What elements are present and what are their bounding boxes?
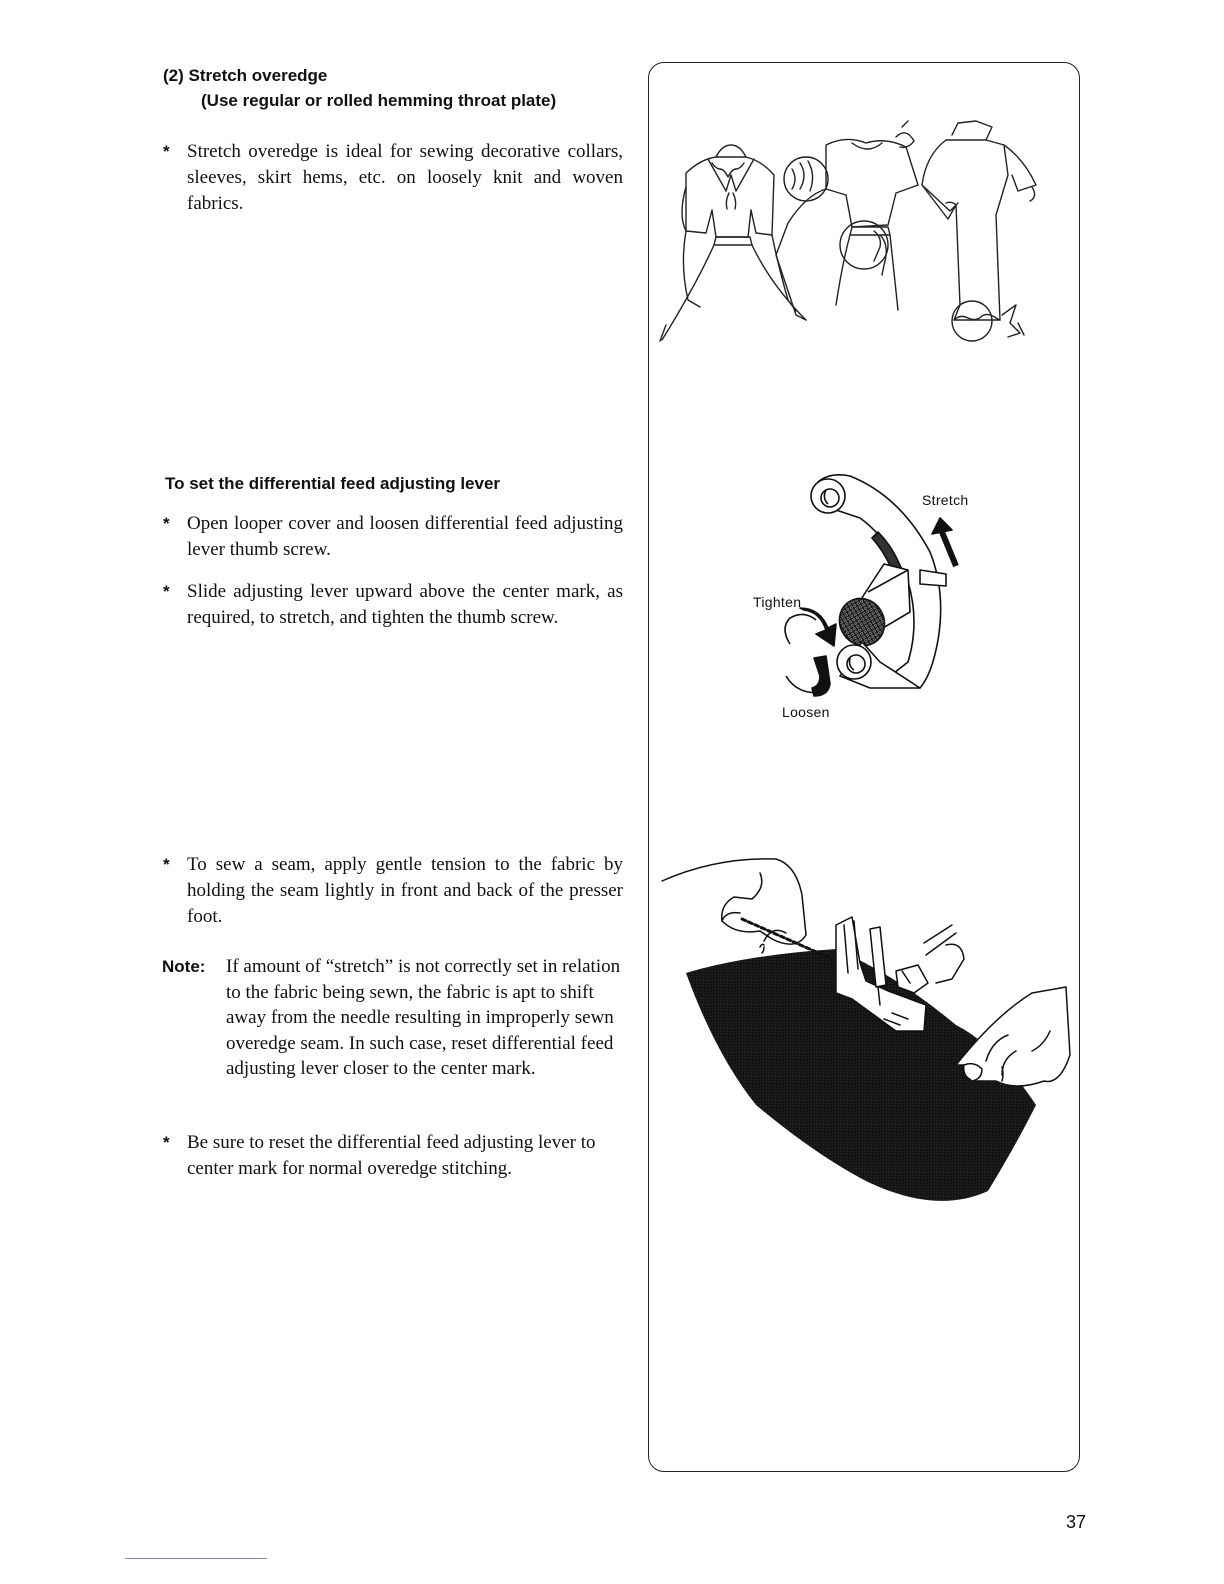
lever-step-1-text: Open looper cover and loosen differential feed adjusting lever thumb screw. — [187, 513, 623, 560]
lever-step-2-text: Slide adjusting lever upward above the center mark, as required, to stretch, and tighten the thumb screw. — [187, 581, 623, 628]
lever-heading: To set the differential feed adjusting lever — [165, 474, 501, 493]
section-subtitle: (Use regular or rolled hemming throat plate) — [201, 91, 557, 110]
bullet-symbol: * — [163, 142, 170, 161]
intro-bullet-text: Stretch overedge is ideal for sewing decorative collars, sleeves, skirt hems, etc. on loosely knit and woven fabrics. — [187, 141, 623, 214]
final-bullet-text: Be sure to reset the differential feed adjusting lever to center mark for normal overedge stitching. — [187, 1132, 596, 1179]
tighten-label: Tighten — [753, 594, 802, 610]
lever-step-1 — [163, 511, 623, 563]
section-title: (2) Stretch overedge — [163, 66, 328, 85]
garment-illustration — [656, 115, 1068, 350]
note-label: Note: — [162, 957, 206, 976]
page-number: 37 — [1066, 1512, 1087, 1532]
stretch-label: Stretch — [922, 492, 969, 508]
lever-step-2 — [163, 579, 623, 631]
bullet-symbol: * — [163, 514, 170, 533]
seam-bullet — [163, 852, 623, 930]
note-block — [162, 954, 622, 1082]
sewing-seam-illustration — [656, 855, 1076, 1215]
bullet-symbol: * — [163, 855, 170, 874]
intro-bullet — [163, 139, 623, 217]
bullet-symbol: * — [163, 582, 170, 601]
footer-rule — [125, 1558, 267, 1559]
loosen-label: Loosen — [782, 704, 830, 720]
final-bullet — [163, 1130, 623, 1182]
note-text: If amount of “stretch” is not correctly set in relation to the fabric being sewn, the fabric is apt to shift away from the needle resulting in improperly sewn overedge seam. In such case, reset differential feed adjusting lever closer to the center mark. — [226, 956, 621, 1079]
seam-bullet-text: To sew a seam, apply gentle tension to the fabric by holding the seam lightly in front and back of the presser foot. — [187, 854, 623, 927]
bullet-symbol: * — [163, 1133, 170, 1152]
